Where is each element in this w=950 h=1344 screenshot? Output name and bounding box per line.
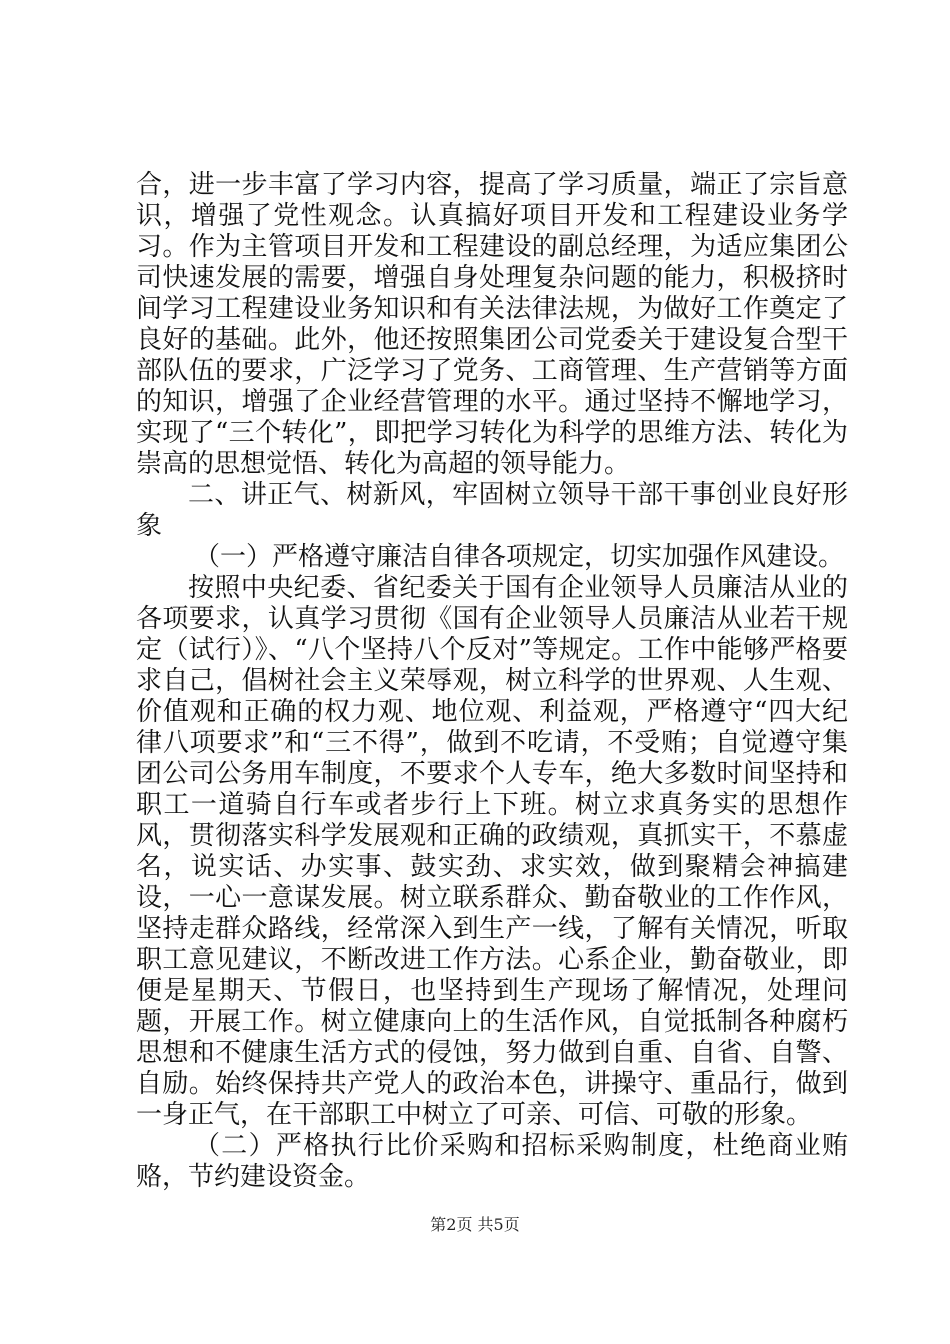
paragraph-study-summary: 合，进一步丰富了学习内容，提高了学习质量，端正了宗旨意识，增强了党性观念。认真搞好项目开发和工程建设业务学习。作为主管项目开发和工程建设的副总经理，为适应集团公司快速发展的需要，增强自身处理复杂问题的能力，积极挤时间学习工程建设业务知识和有关法律法规，为做好工作奠定了良好的基础。此外，他还按照集团公司党委关于建设复合型干部队伍的要求，广泛学习了党务、工商管理、生产营销等方面的知识，增强了企业经营管理的水平。通过坚持不懈地学习，实现了“三个转化”，即把学习转化为科学的思维方法、转化为崇高的思想觉悟、转化为高超的领导能力。 xyxy=(136,170,848,479)
subsection-heading-one: （一）严格遵守廉洁自律各项规定，切实加强作风建设。 xyxy=(194,542,845,572)
page-footer: 第2页 共5页 xyxy=(430,1215,520,1234)
document-body xyxy=(136,170,848,1193)
section-heading-two: 二、讲正气、树新风，牢固树立领导干部干事创业良好形象 xyxy=(136,480,848,541)
subsection-heading-two: （二）严格执行比价采购和招标采购制度，杜绝商业贿赂，节约建设资金。 xyxy=(136,1131,848,1192)
paragraph-integrity: 按照中央纪委、省纪委关于国有企业领导人员廉洁从业的各项要求，认真学习贯彻《国有企业领导人员廉洁从业若干规定（试行）》、“八个坚持八个反对”等规定。工作中能够严格要求自己，倡树社会主义荣辱观，树立科学的世界观、人生观、价值观和正确的权力观、地位观、利益观，严格遵守“四大纪律八项要求”和“三不得”，做到不吃请，不受贿；自觉遵守集团公司公务用车制度，不要求个人专车，绝大多数时间坚持和职工一道骑自行车或者步行上下班。树立求真务实的思想作风，贯彻落实科学发展观和正确的政绩观，真抓实干，不慕虚名，说实话、办实事、鼓实劲、求实效，做到聚精会神搞建设，一心一意谋发展。树立联系群众、勤奋敬业的工作作风，坚持走群众路线，经常深入到生产一线，了解有关情况，听取职工意见建议，不断改进工作方法。心系企业，勤奋敬业，即便是星期天、节假日，也坚持到生产现场了解情况，处理问题，开展工作。树立健康向上的生活作风，自觉抵制各种腐朽思想和不健康生活方式的侵蚀，努力做到自重、自省、自警、自励。始终保持共产党人的政治本色，讲操守、重品行，做到一身正气，在干部职工中树立了可亲、可信、可敬的形象。 xyxy=(136,573,848,1130)
